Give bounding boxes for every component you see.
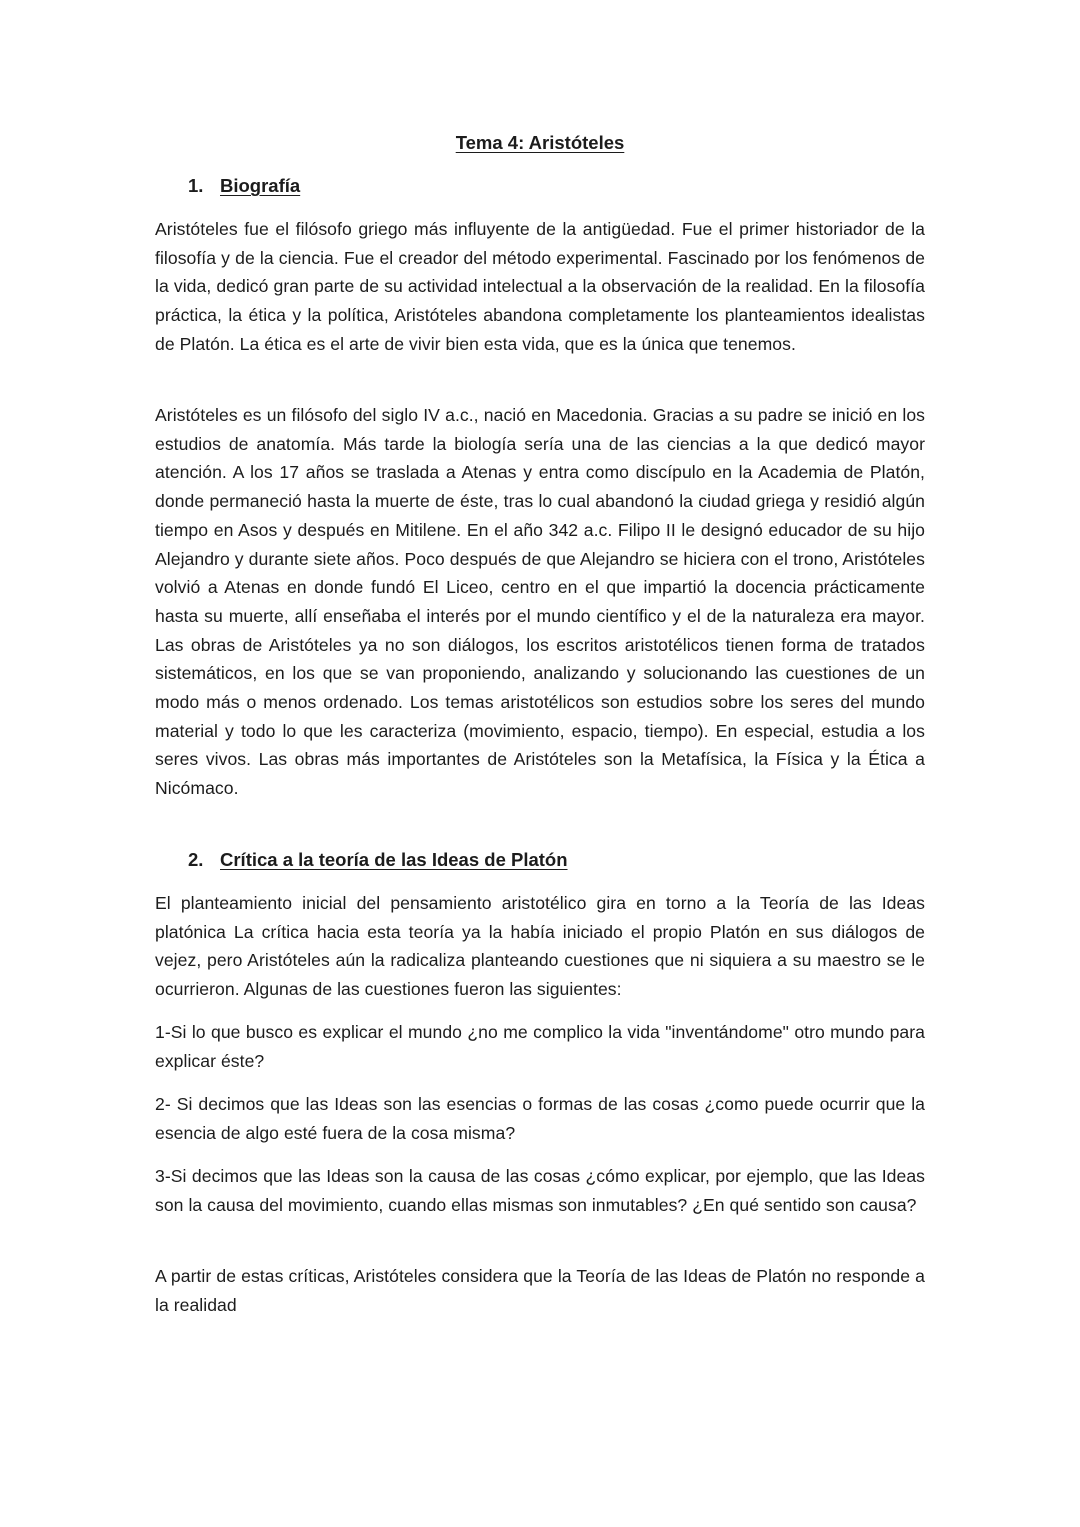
section-number: 1. [188, 175, 204, 196]
paragraph-question-2: 2- Si decimos que las Ideas son las esencias o formas de las cosas ¿como puede ocurrir que la esencia de algo esté fuera de la cosa misma? [155, 1094, 925, 1143]
paragraph-conclusion: A partir de estas críticas, Aristóteles considera que la Teoría de las Ideas de Platón no responde a la realidad [155, 1266, 925, 1315]
document-title: Tema 4: Aristóteles [455, 132, 625, 153]
section-heading-biografia [188, 173, 300, 199]
paragraph-question-1: 1-Si lo que busco es explicar el mundo ¿no me complico la vida "inventándome" otro mundo para explicar éste? [155, 1022, 925, 1071]
paragraph-question-3: 3-Si decimos que las Ideas son la causa de las cosas ¿cómo explicar, por ejemplo, que las Ideas son la causa del movimiento, cuando ellas mismas son inmutables? ¿En qué sentido son causa? [155, 1166, 925, 1215]
paragraph-critique-intro: El planteamiento inicial del pensamiento aristotélico gira en torno a la Teoría de las Ideas platónica La crítica hacia esta teoría ya la había iniciado el propio Platón en sus diálogos de vejez, pero Aristóteles aún la radicaliza planteando cuestiones que ni siquiera a su maestro se le ocurrieron. Algunas de las cuestiones fueron las siguientes: [155, 893, 925, 1000]
section-number: 2. [188, 849, 204, 870]
paragraph-biography: Aristóteles es un filósofo del siglo IV a.c., nació en Macedonia. Gracias a su padre se inició en los estudios de anatomía. Más tarde la biología sería una de las ciencias a la que dedicó mayor atención. A los 17 años se traslada a Atenas y entra como discípulo en la Academia de Platón, donde permaneció hasta la muerte de éste, tras lo cual abandonó la ciudad griega y residió algún tiempo en Asos y después en Mitilene. En el año 342 a.c. Filipo II le designó educador de su hijo Alejandro y durante siete años. Poco después de que Alejandro se hiciera con el trono, Aristóteles volvió a Atenas en donde fundó El Liceo, centro en el que impartió la docencia prácticamente hasta su muerte, allí enseñaba el interés por el mundo científico y el de la naturaleza era mayor. Las obras de Aristóteles ya no son diálogos, los escritos aristotélicos tienen forma de tratados sistemáticos, en los que se van proponiendo, analizando y solucionando las cuestiones de un modo más o menos ordenado. Los temas aristotélicos son estudios sobre los seres del mundo material y todo lo que les caracteriza (movimiento, espacio, tiempo). En especial, estudia a los seres vivos. Las obras más importantes de Aristóteles son la Metafísica, la Física y la Ética a Nicómaco. [155, 405, 925, 799]
section-title: Crítica a la teoría de las Ideas de Platón [220, 849, 568, 870]
section-title: Biografía [220, 175, 301, 196]
paragraph-intro: Aristóteles fue el filósofo griego más influyente de la antigüedad. Fue el primer historiador de la filosofía y de la ciencia. Fue el creador del método experimental. Fascinado por los fenómenos de la vida, dedicó gran parte de su actividad intelectual a la observación de la realidad. En la filosofía práctica, la ética y la política, Aristóteles abandona completamente los planteamientos idealistas de Platón. La ética es el arte de vivir bien esta vida, que es la única que tenemos. [155, 219, 925, 354]
section-heading-critica [188, 847, 568, 873]
